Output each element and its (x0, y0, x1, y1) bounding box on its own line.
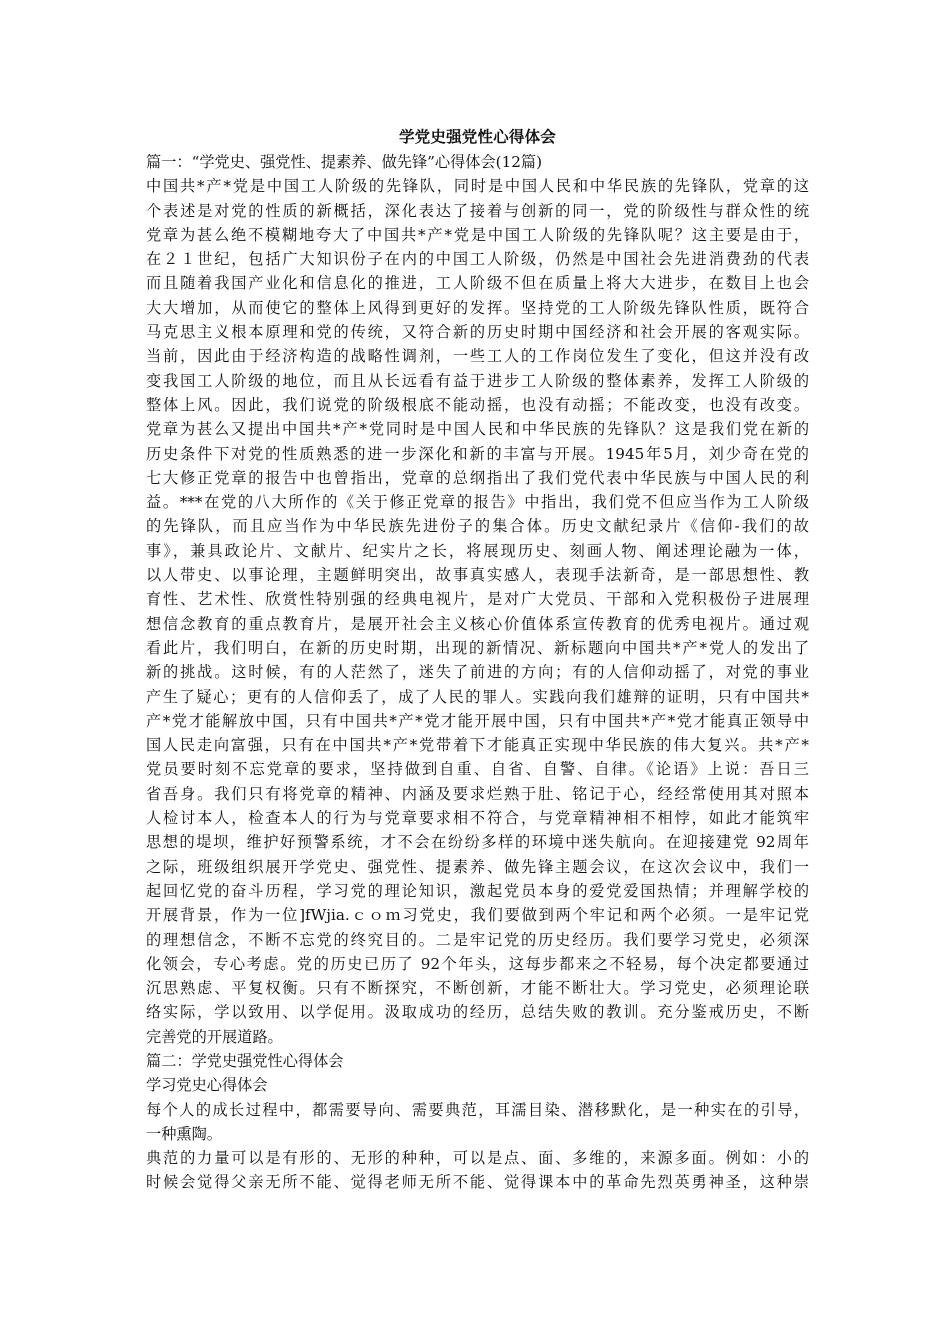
text-line: 络实际，学以致用、以学促用。汲取成功的经历，总结失败的教训。充分鉴戒历史，不断 (146, 1003, 809, 1022)
document-body (146, 150, 809, 1195)
document-page (146, 124, 809, 1195)
text-line: 而且随着我国产业化和信息化的推进，工人阶级不但在质量上将大大进步，在数目上也会 (146, 274, 809, 293)
text-line: 整体上风。因此，我们说党的阶级根底不能动摇，也没有动摇；不能改变，也没有改变。 (146, 395, 809, 414)
text-line: 育性、艺术性、欣赏性特别强的经典电视片，是对广大党员、干部和入党积极份子进展理 (146, 590, 809, 609)
text-line: 学习党史心得体会 (146, 1076, 268, 1095)
text-line: 时候会觉得父亲无所不能、觉得老师无所不能、觉得课本中的革命先烈英勇神圣，这种崇 (146, 1173, 809, 1192)
text-line: 新的挑战。这时候，有的人茫然了，迷失了前进的方向；有的人信仰动摇了，对党的事业 (146, 663, 809, 682)
text-line: 国人民走向富强，只有在中国共*产*党带着下才能真正实现中华民族的伟大复兴。共*产* (146, 736, 809, 755)
text-line: 党章为甚么又提出中国共*产*党同时是中国人民和中华民族的先锋队？这是我们党在新的 (146, 420, 809, 439)
text-line: 党员要时刻不忘党章的要求，坚持做到自重、自省、自警、自律。《论语》上说：吾日三 (146, 760, 809, 779)
text-line: 党章为甚么绝不模糊地夸大了中国共*产*党是中国工人阶级的先锋队呢？这主要是由于， (146, 225, 809, 244)
text-line: 益。***在党的八大所作的《关于修正党章的报告》中指出，我们党不但应当作为工人阶级 (146, 493, 809, 512)
text-line: 起回忆党的奋斗历程，学习党的理论知识，激起党员本身的爱党爱国热情；并理解学校的 (146, 881, 809, 900)
text-line: 省吾身。我们只有将党章的精神、内涵及要求烂熟于肚、铭记于心，经经常使用其对照本 (146, 784, 809, 803)
text-line: 变我国工人阶级的地位，而且从长远看有益于进步工人阶级的整体素养，发挥工人阶级的 (146, 371, 809, 390)
text-line: 每个人的成长过程中，都需要导向、需要典范，耳濡目染、潜移默化，是一种实在的引导， (146, 1100, 809, 1119)
text-line: 篇一：“学党史、强党性、提素养、做先锋”心得体会(12篇) (146, 153, 543, 171)
text-line: 产*党才能解放中国，只有中国共*产*党才能开展中国，只有中国共*产*党才能真正领导中 (146, 711, 809, 730)
text-line: 化领会，专心考虑。党的历史已历了 92个年头，这每步都来之不轻易，每个决定都要通过 (146, 954, 809, 973)
text-line: 之际，班级组织展开学党史、强党性、提素养、做先锋主题会议，在这次会议中，我们一 (146, 857, 809, 876)
text-line: 沉思熟虑、平复权衡。只有不断探究，不断创新，才能不断壮大。学习党史，必须理论联 (146, 979, 809, 998)
text-line: 以人带史、以事论理，主题鲜明突出，故事真实感人，表现手法新奇，是一部思想性、教 (146, 566, 809, 585)
text-line: 大大增加，从而使它的整体上风得到更好的发挥。坚持党的工人阶级先锋队性质，既符合 (146, 298, 809, 317)
document-title: 学党史强党性心得体会 (398, 127, 556, 146)
text-line: 一种熏陶。 (146, 1124, 222, 1143)
text-line: 中国共*产*党是中国工人阶级的先锋队，同时是中国人民和中华民族的先锋队，党章的这 (146, 177, 809, 196)
text-line: 事》，兼具政论片、文献片、纪实片之长，将展现历史、刻画人物、阐述理论融为一体， (146, 541, 809, 560)
text-line: 历史条件下对党的性质熟悉的进一步深化和新的丰富与开展。1945年5月，刘少奇在党的 (146, 444, 809, 463)
text-line: 的先锋队，而且应当作为中华民族先进份子的集合体。历史文献纪录片《信仰-我们的故 (146, 517, 809, 536)
text-line: 想信念教育的重点教育片，是展开社会主义核心价值体系宣传教育的优秀电视片。通过观 (146, 614, 809, 633)
text-line: 完善党的开展道路。 (146, 1027, 283, 1046)
text-line: 当前，因此由于经济构造的战略性调剂，一些工人的工作岗位发生了变化，但这并没有改 (146, 347, 809, 366)
text-line: 七大修正党章的报告中也曾指出，党章的总纲指出了我们党代表中华民族与中国人民的利 (146, 468, 809, 487)
text-line: 马克思主义根本原理和党的传统，又符合新的历史时期中国经济和社会开展的客观实际。 (146, 323, 809, 342)
text-line: 开展背景，作为一位]fWjia.ｃｏｍ习党史，我们要做到两个牢记和两个必须。一是牢记党 (146, 906, 809, 925)
text-line: 人检讨本人，检查本人的行为与党章要求相不符合，与党章精神相不相悖，如此才能筑牢 (146, 809, 809, 828)
text-line: 典范的力量可以是有形的、无形的种种，可以是点、面、多维的，来源多面。例如：小的 (146, 1149, 809, 1168)
text-line: 产生了疑心；更有的人信仰丢了，成了人民的罪人。实践向我们雄辩的证明，只有中国共* (146, 687, 809, 706)
text-line: 篇二：学党史强党性心得体会 (146, 1051, 344, 1070)
text-line: 在２１世纪，包括广大知识份子在内的中国工人阶级，仍然是中国社会先进消费劲的代表 (146, 250, 809, 269)
text-line: 思想的堤坝，维护好预警系统，才不会在纷纷多样的环境中迷失航向。在迎接建党 92周年 (146, 833, 809, 852)
text-line: 个表述是对党的性质的新概括，深化表达了接着与创新的同一，党的阶级性与群众性的统 (146, 201, 809, 220)
text-line: 看此片，我们明白，在新的历史时期，出现的新情况、新标题向中国共*产*党人的发出了 (146, 638, 809, 657)
text-line: 的理想信念，不断不忘党的终究目的。二是牢记党的历史经历。我们要学习党史，必须深 (146, 930, 809, 949)
